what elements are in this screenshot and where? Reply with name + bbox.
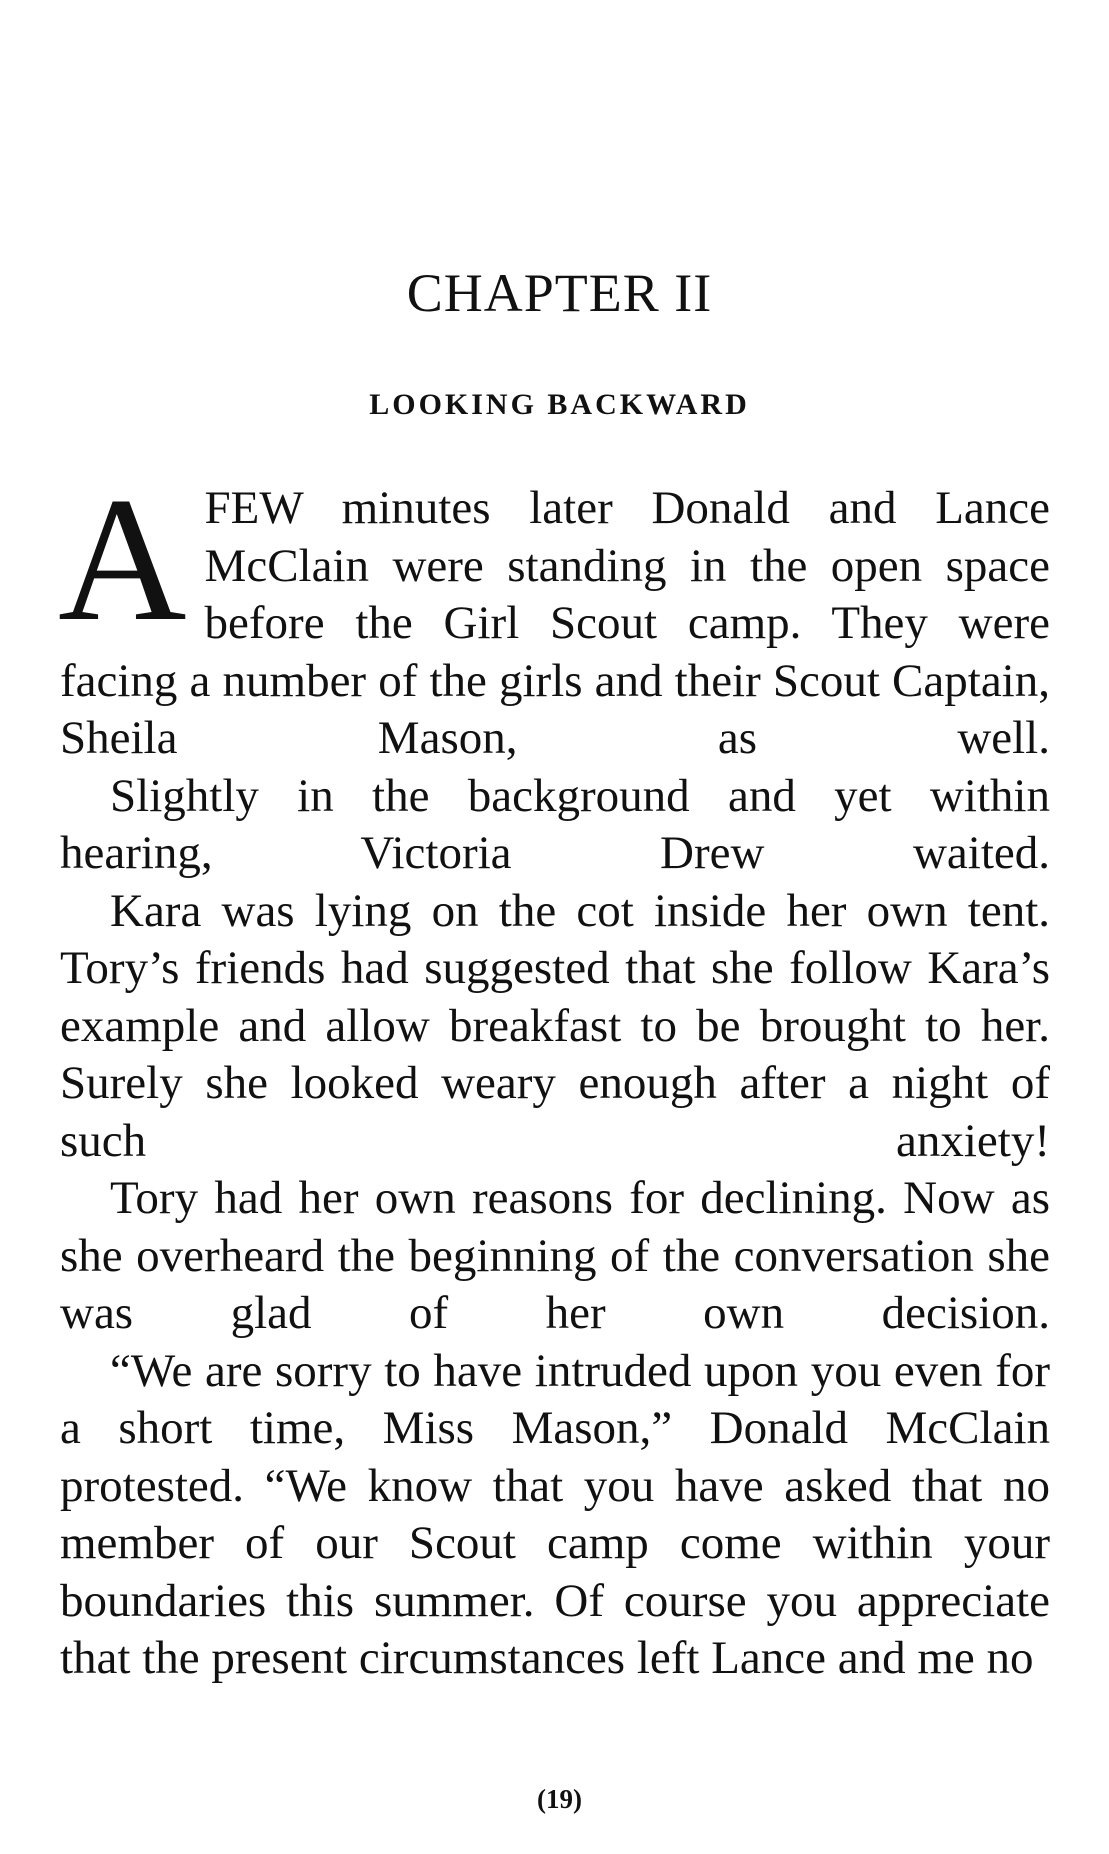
paragraph-5: “We are sorry to have intruded upon you even for a short time, Miss Mason,” Donald McClain protested. “We know that you have asked that no member of our Scout camp come within your boundaries this summer. Of course you appreciate that the present circumstances left Lance and me no <box>60 1344 1050 1684</box>
paragraph-3: Kara was lying on the cot inside her own tent. Tory’s friends had suggested that she follow Kara’s example and allow breakfast to be brought to her. Surely she looked weary enough after a night of such anxiety! <box>60 884 1050 1167</box>
page-number: (19) <box>537 1784 582 1814</box>
body-text <box>58 460 1050 1688</box>
chapter-subtitle: LOOKING BACKWARD <box>369 388 750 421</box>
paragraph-2: Slightly in the background and yet within hearing, Victoria Drew waited. <box>60 769 1050 879</box>
paragraph-4: Tory had her own reasons for declining. Now as she overheard the beginning of the conversation she was glad of her own decision. <box>60 1172 1050 1339</box>
paragraph-1-text: FEW minutes later Donald and Lance McClain were standing in the open space before the Girl Scout camp. They were facing a number of the girls and their Scout Captain, Sheila Mason, as well. <box>60 482 1050 764</box>
chapter-title: CHAPTER II <box>406 263 713 323</box>
paragraph-1 <box>58 460 1050 768</box>
drop-cap-letter: A <box>58 460 187 658</box>
